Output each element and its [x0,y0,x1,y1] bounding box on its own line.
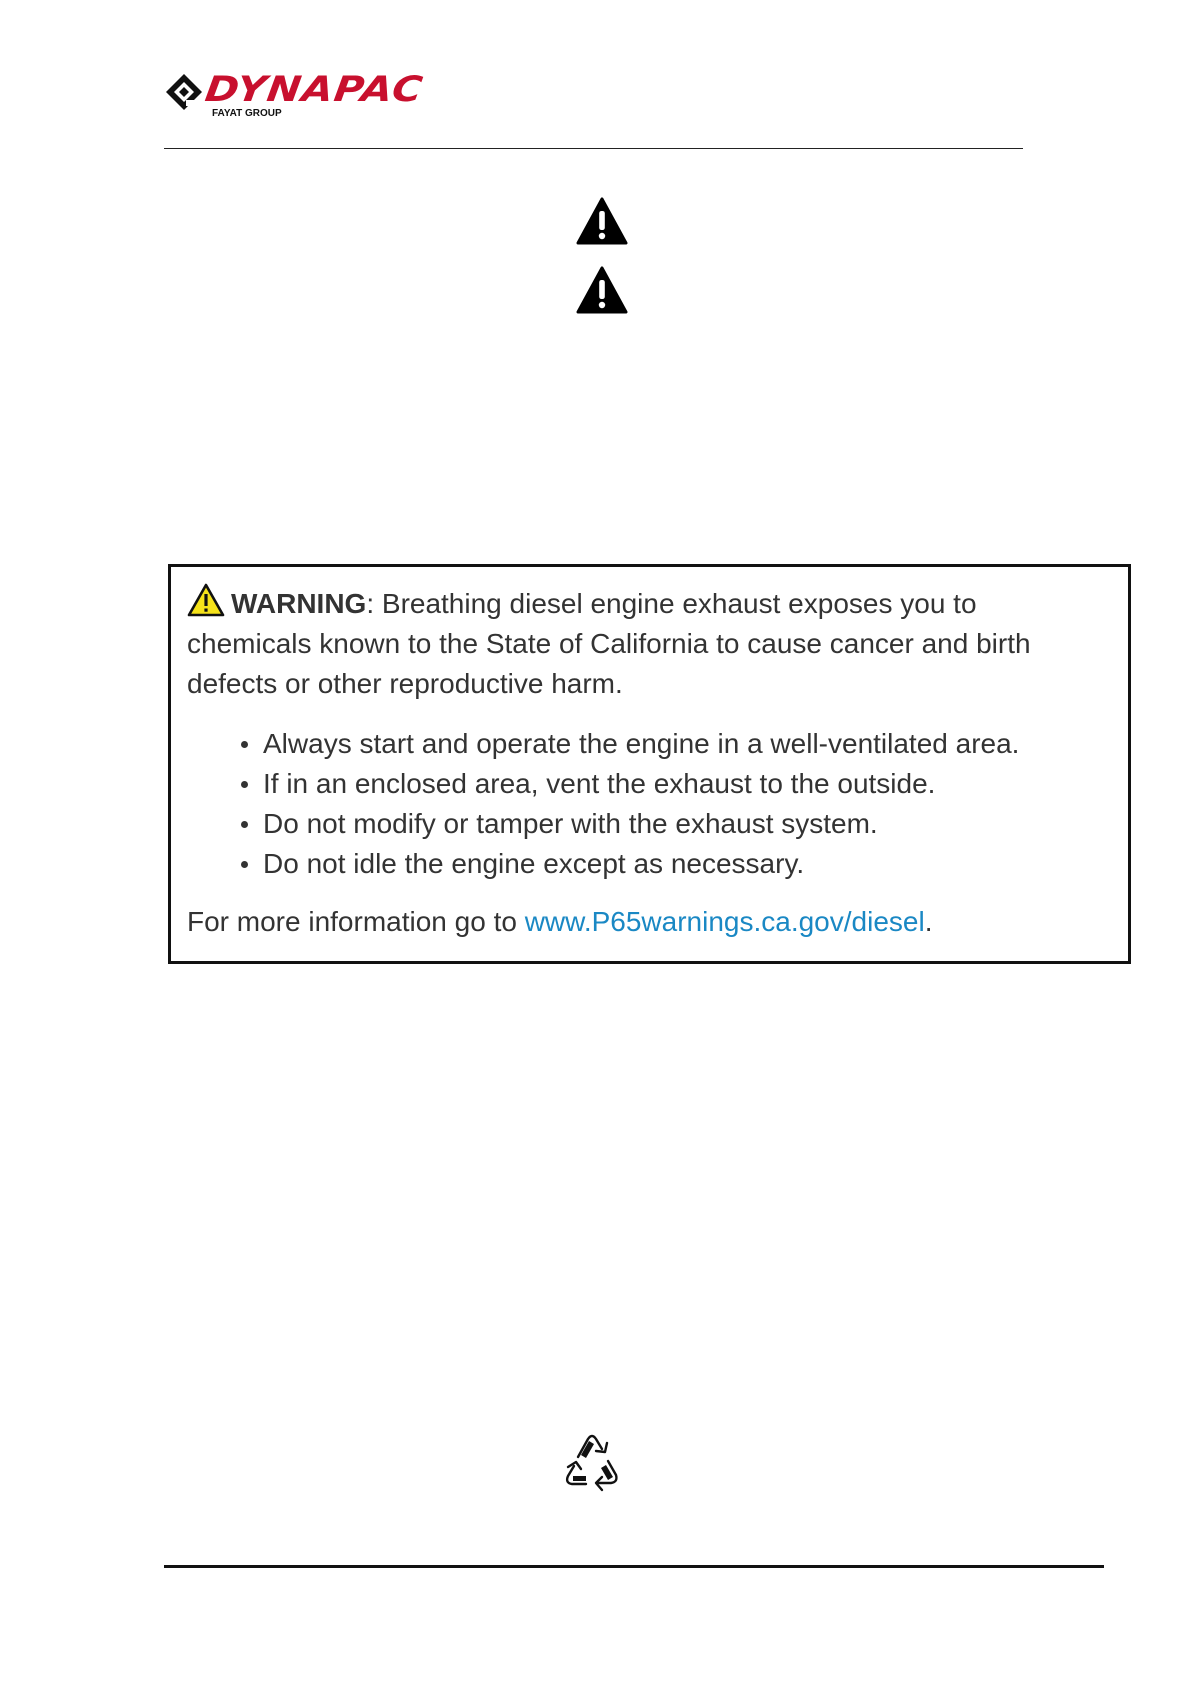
warning-text-3: defects or other reproductive harm. [187,668,623,699]
list-item: Always start and operate the engine in a well-ventilated area. [263,724,1112,764]
dynapac-logo [164,68,494,124]
warning-triangle-icon [187,583,225,617]
warning-triangle-icon [576,197,628,245]
warning-statement [187,583,1112,704]
list-item: Do not modify or tamper with the exhaust system. [263,804,1112,844]
logo-wordmark: DYNAPAC [202,70,426,110]
more-info-line [187,902,1112,942]
recycle-icon [556,1427,628,1497]
more-info-suffix: . [924,906,933,937]
warning-triangle-icon [576,266,628,314]
dynapac-diamond-icon [164,72,204,112]
list-item: Do not idle the engine except as necessary. [263,844,1112,884]
list-item: If in an enclosed area, vent the exhaust to the outside. [263,764,1112,804]
header-divider [164,148,1023,149]
p65-warnings-link[interactable]: www.P65warnings.ca.gov/diesel [524,906,925,937]
warning-text-1: : Breathing diesel engine exhaust exposes you to [366,588,977,619]
more-info-prefix: For more information go to [187,906,525,937]
warning-bullet-list [187,724,1112,884]
footer-divider [164,1565,1104,1568]
warning-label: WARNING [231,588,367,619]
logo-subtitle: FAYAT GROUP [212,108,282,119]
warning-text-2: chemicals known to the State of California to cause cancer and birth [187,628,1031,659]
prop65-warning-box [168,564,1131,964]
